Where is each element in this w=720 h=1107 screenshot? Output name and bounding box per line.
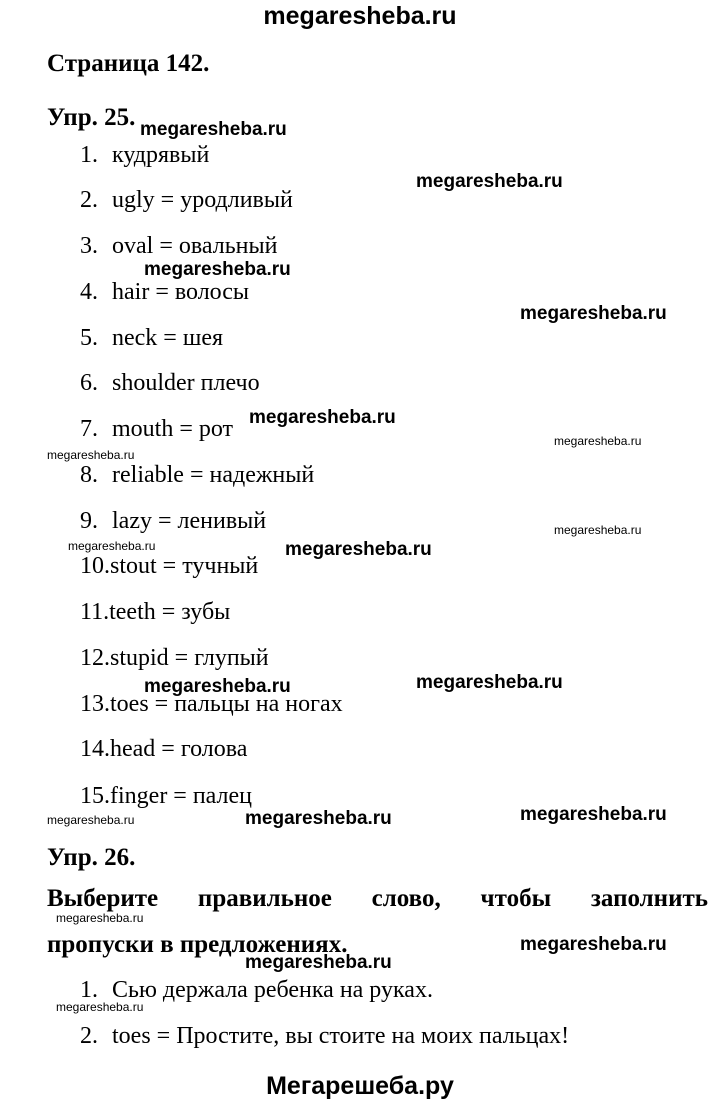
item-number: 2. [80, 1023, 98, 1049]
item-text: Сью держала ребенка на руках. [112, 977, 433, 1003]
list-item [80, 187, 293, 214]
site-footer: Мегарешеба.ру [266, 1072, 454, 1100]
item-text: lazy = ленивый [112, 508, 267, 534]
item-number: 3. [80, 233, 98, 259]
watermark: megaresheba.ru [144, 259, 291, 280]
item-text: stout = тучный [110, 553, 259, 579]
watermark: megaresheba.ru [416, 171, 563, 192]
watermark: megaresheba.ru [520, 934, 667, 955]
exercise-26-title: Упр. 26. [47, 844, 136, 871]
item-number: 6. [80, 370, 98, 396]
item-text: neck = шея [112, 325, 224, 351]
item-number: 10. [80, 553, 110, 579]
page-title: Страница 142. [47, 50, 210, 77]
list-item [80, 416, 233, 443]
watermark: megaresheba.ru [416, 672, 563, 693]
list-item [80, 783, 252, 810]
watermark: megaresheba.ru [140, 119, 287, 140]
item-number: 11. [80, 599, 110, 625]
site-header: megaresheba.ru [263, 2, 457, 30]
item-number: 5. [80, 325, 98, 351]
list-item [80, 462, 314, 489]
watermark: megaresheba.ru [554, 523, 642, 537]
list-item [80, 645, 269, 672]
item-text: teeth = зубы [109, 599, 231, 625]
list-item [80, 1023, 569, 1050]
item-text: toes = пальцы на ногах [110, 691, 343, 717]
exercise-26-instruction-line2: пропуски в предложениях. [47, 931, 348, 958]
item-text: hair = волосы [112, 279, 250, 305]
item-text: shoulder плечо [112, 370, 260, 396]
watermark: megaresheba.ru [249, 407, 396, 428]
item-text: reliable = надежный [112, 462, 315, 488]
item-number: 9. [80, 508, 98, 534]
watermark: megaresheba.ru [47, 813, 135, 827]
instruction-word: Выберите [47, 885, 159, 912]
item-text: stupid = глупый [110, 645, 269, 671]
list-item [80, 279, 249, 306]
instruction-word: чтобы [480, 885, 552, 912]
item-number: 13. [80, 691, 110, 717]
item-number: 14. [80, 736, 110, 762]
item-number: 12. [80, 645, 110, 671]
item-text: mouth = рот [112, 416, 234, 442]
item-text: finger = палец [110, 783, 253, 809]
item-number: 15. [80, 783, 110, 809]
watermark: megaresheba.ru [554, 434, 642, 448]
list-item [80, 142, 209, 169]
instruction-word: слово, [371, 885, 441, 912]
item-text: кудрявый [112, 142, 210, 168]
item-text: ugly = уродливый [112, 187, 293, 213]
watermark: megaresheba.ru [56, 911, 144, 925]
item-number: 7. [80, 416, 98, 442]
item-number: 4. [80, 279, 98, 305]
item-number: 1. [80, 977, 98, 1003]
instruction-word: правильное [197, 885, 332, 912]
watermark: megaresheba.ru [285, 539, 432, 560]
watermark: megaresheba.ru [47, 448, 135, 462]
list-item [80, 508, 266, 535]
list-item [80, 370, 260, 397]
watermark: megaresheba.ru [245, 952, 392, 973]
item-text: head = голова [110, 736, 248, 762]
list-item [80, 325, 223, 352]
item-text: oval = овальный [112, 233, 278, 259]
item-text: toes = Простите, вы стоите на моих пальцах! [112, 1023, 570, 1049]
watermark: megaresheba.ru [520, 303, 667, 324]
exercise-25-title: Упр. 25. [47, 104, 136, 131]
list-item [80, 599, 230, 626]
item-number: 8. [80, 462, 98, 488]
watermark: megaresheba.ru [68, 539, 156, 553]
item-number: 1. [80, 142, 98, 168]
list-item [80, 736, 247, 763]
item-number: 2. [80, 187, 98, 213]
list-item [80, 553, 258, 580]
watermark: megaresheba.ru [245, 808, 392, 829]
list-item [80, 233, 277, 260]
watermark: megaresheba.ru [144, 676, 291, 697]
watermark: megaresheba.ru [56, 1000, 144, 1014]
exercise-26-instruction [47, 885, 708, 913]
watermark: megaresheba.ru [520, 804, 667, 825]
instruction-word: заполнить [590, 885, 708, 912]
